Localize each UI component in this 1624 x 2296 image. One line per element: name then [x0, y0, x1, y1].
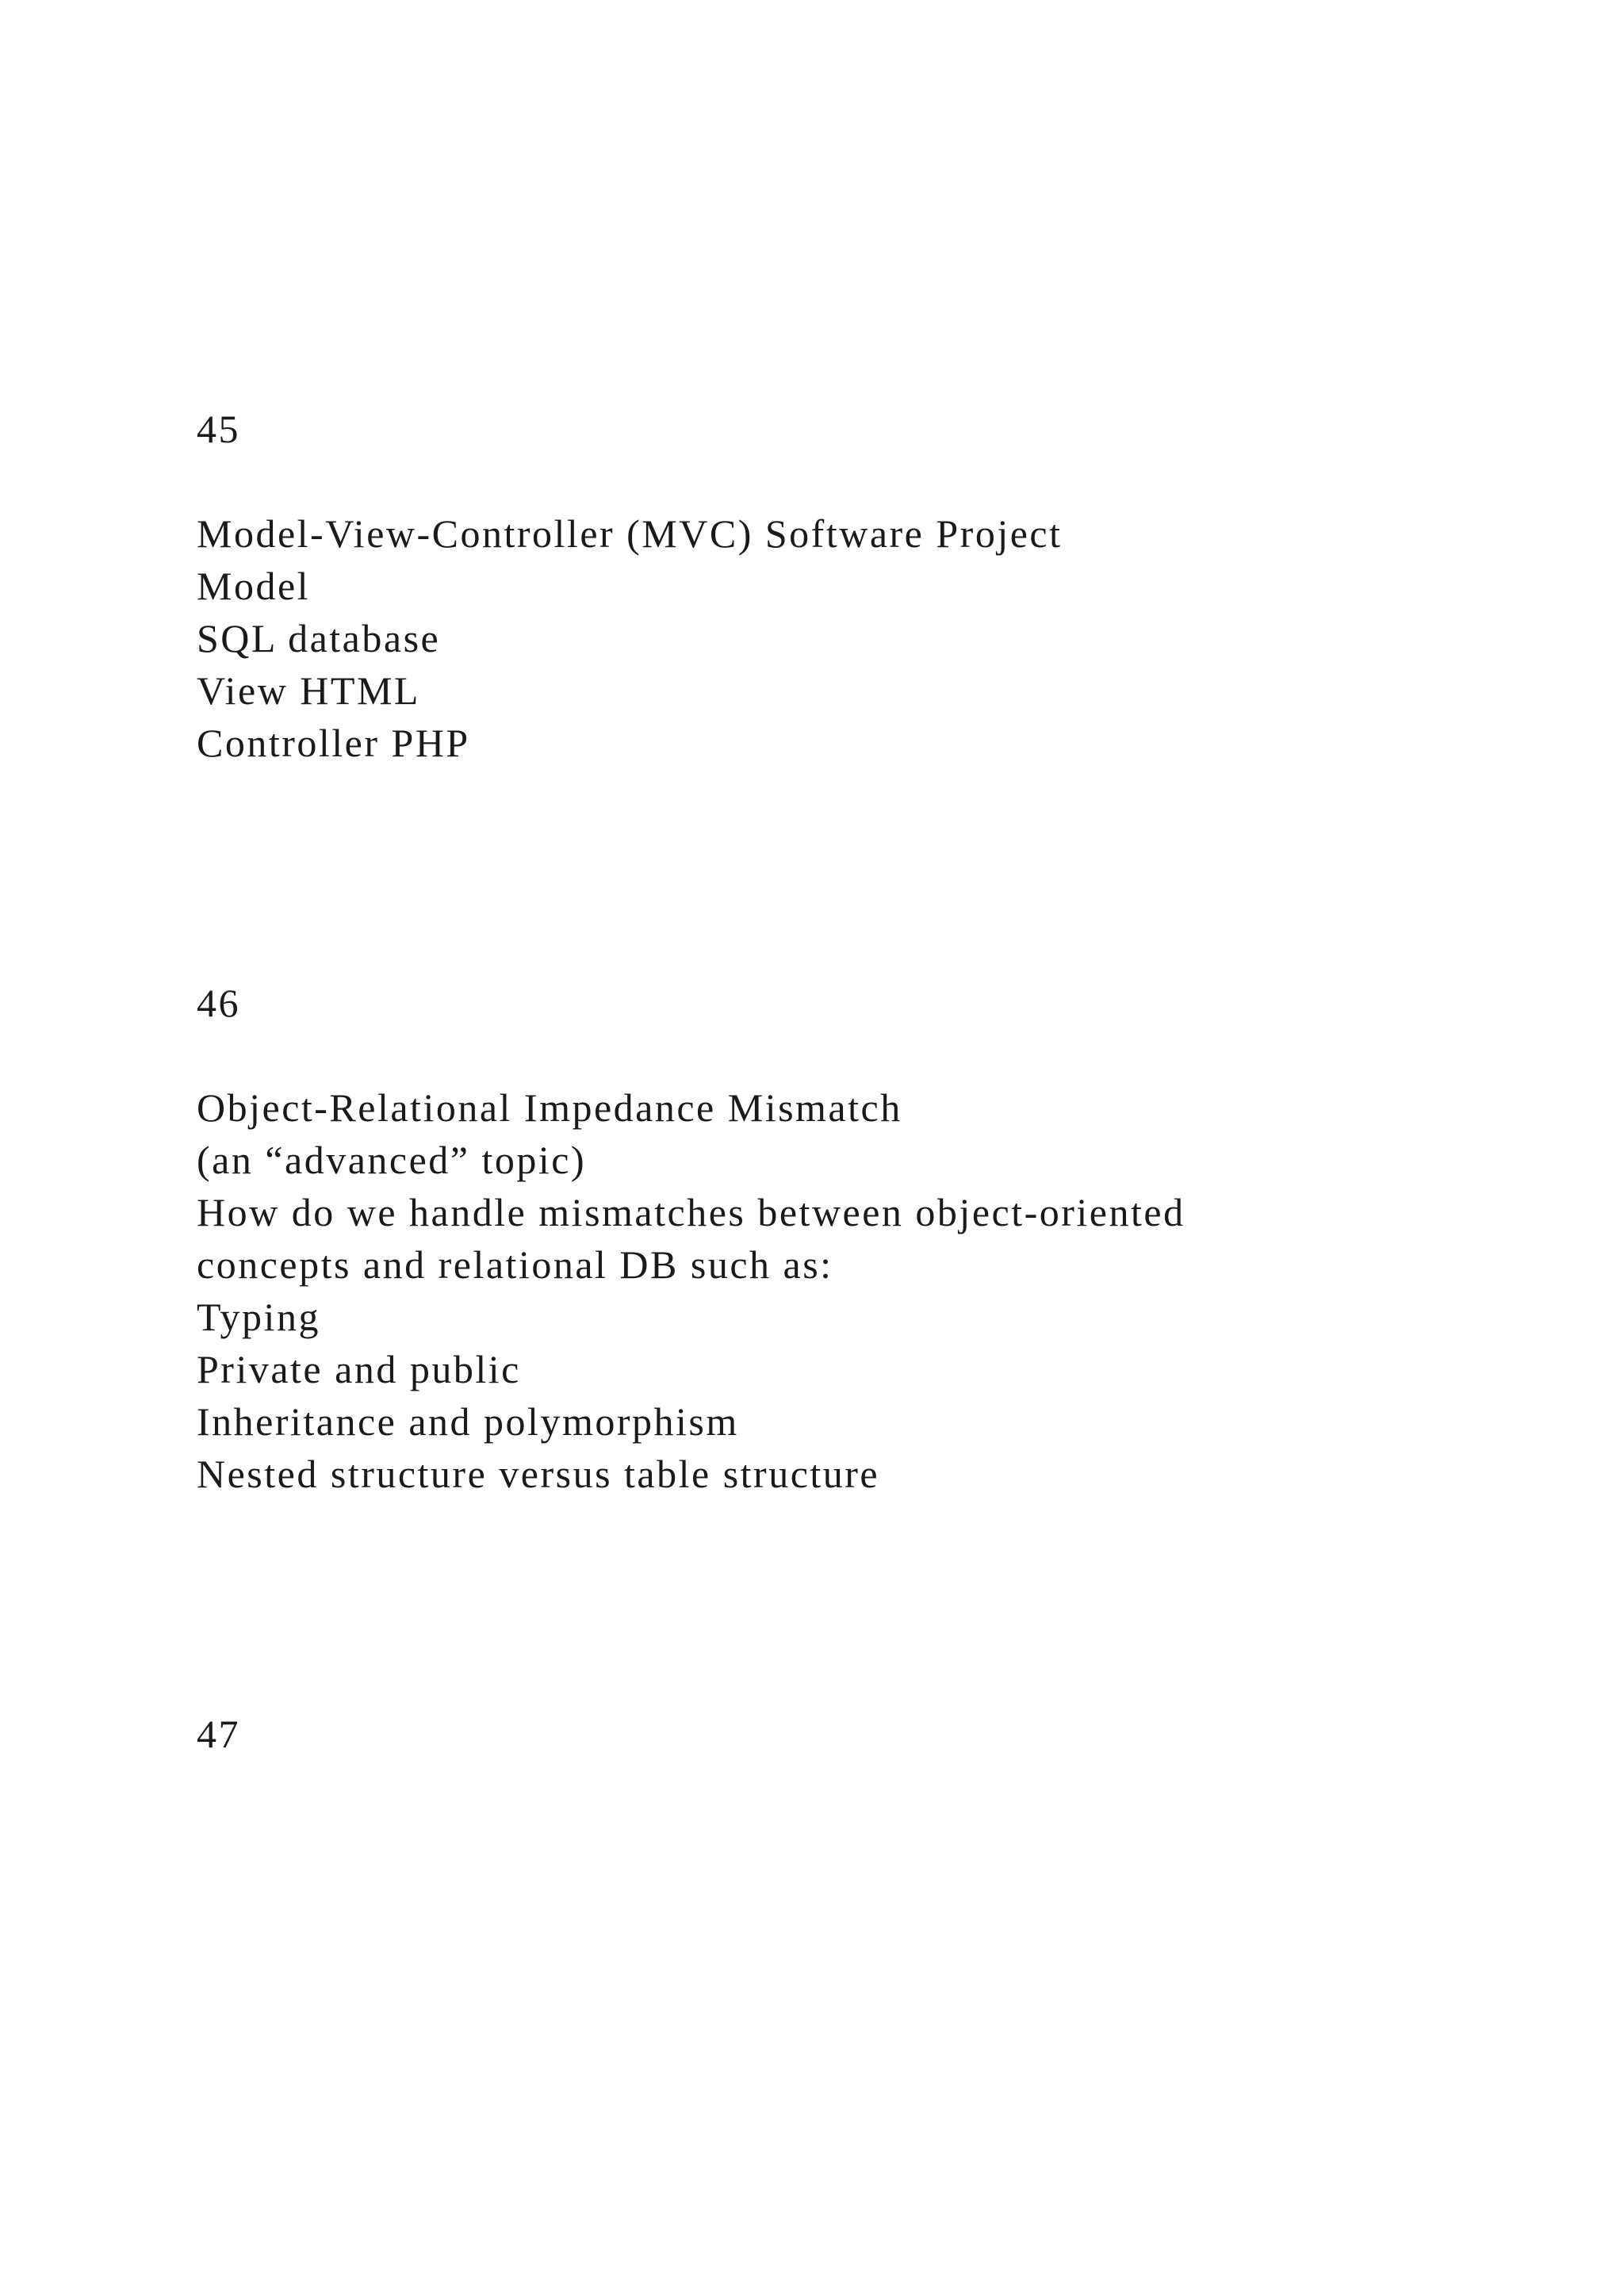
slide-number: 47 [197, 1712, 240, 1756]
slide-line: Model [197, 564, 311, 608]
slide-line: concepts and relational DB such as: [197, 1242, 833, 1287]
slide-line: How do we handle mismatches between object-oriented [197, 1190, 1185, 1234]
slide-line: Private and public [197, 1347, 521, 1391]
slide-line: Typing [197, 1295, 320, 1339]
slide-number: 46 [197, 981, 240, 1025]
slide-line: Inheritance and polymorphism [197, 1399, 739, 1444]
slide-line: View HTML [197, 668, 420, 713]
slide-line: Nested structure versus table structure [197, 1452, 880, 1496]
slide-line: Controller PHP [197, 721, 470, 765]
slide-line: (an “advanced” topic) [197, 1138, 587, 1182]
slide-number: 45 [197, 407, 240, 451]
slide-title: Model-View-Controller (MVC) Software Project [197, 511, 1063, 556]
slide-line: SQL database [197, 616, 441, 660]
slide-title: Object-Relational Impedance Mismatch [197, 1085, 902, 1130]
